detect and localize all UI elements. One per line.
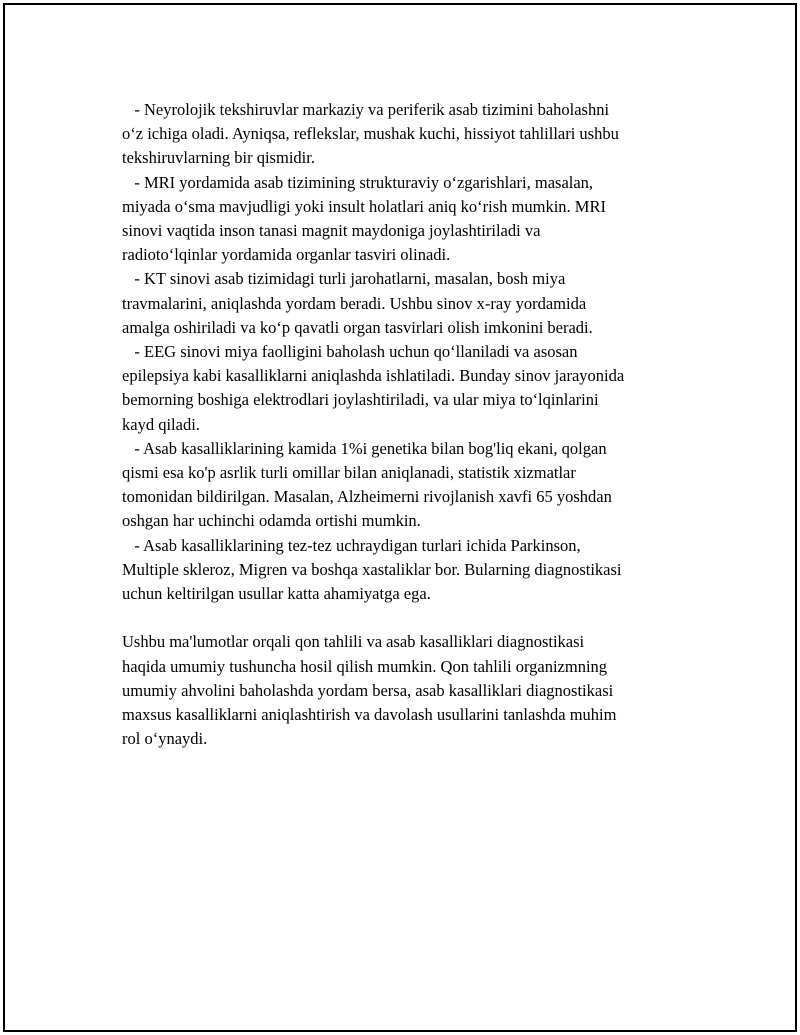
paragraph-neurological-exams	[122, 98, 692, 171]
text-line: Ushbu ma'lumotlar orqali qon tahlili va asab kasalliklari diagnostikasi	[122, 632, 585, 652]
text-line: - KT sinovi asab tizimidagi turli jarohatlarni, masalan, bosh miya	[122, 269, 566, 289]
text-line: kayd qiladi.	[122, 414, 200, 434]
text-line: tomonidan bildirilgan. Masalan, Alzheimerni rivojlanish xavfi 65 yoshdan	[122, 487, 612, 507]
text-line: travmalarini, aniqlashda yordam beradi. Ushbu sinov x-ray yordamida	[122, 293, 587, 313]
text-line: tekshiruvlarning bir qismidir.	[122, 148, 315, 168]
text-line: o‘z ichiga oladi. Ayniqsa, reflekslar, mushak kuchi, hissiyot tahlillari ushbu	[122, 124, 619, 144]
paragraph-ct	[122, 267, 692, 340]
paragraph-mri	[122, 171, 692, 268]
text-line: - Asab kasalliklarining kamida 1%i genetika bilan bog'liq ekani, qolgan	[122, 438, 607, 458]
paragraph-spacer	[122, 606, 692, 630]
text-line: miyada o‘sma mavjudligi yoki insult holatlari aniq ko‘rish mumkin. MRI	[122, 196, 606, 216]
text-line: bemorning boshiga elektrodlari joylashtiriladi, va ular miya to‘lqinlarini	[122, 390, 599, 410]
text-line: sinovi vaqtida inson tanasi magnit maydoniga joylashtiriladi va	[122, 221, 541, 241]
text-line: epilepsiya kabi kasalliklarni aniqlashda ishlatiladi. Bunday sinov jarayonida	[122, 366, 625, 386]
text-line: amalga oshiriladi va ko‘p qavatli organ tasvirlari olish imkonini beradi.	[122, 317, 593, 337]
text-line: maxsus kasalliklarni aniqlashtirish va davolash usullarini tanlashda muhim	[122, 705, 617, 725]
paragraph-common-diseases	[122, 534, 692, 607]
text-line: - EEG sinovi miya faolligini baholash uchun qo‘llaniladi va asosan	[122, 342, 578, 362]
text-line: radioto‘lqinlar yordamida organlar tasviri olinadi.	[122, 245, 451, 265]
text-line: Multiple skleroz, Migren va boshqa xastaliklar bor. Bularning diagnostikasi	[122, 559, 622, 579]
text-line: uchun keltirilgan usullar katta ahamiyatga ega.	[122, 584, 431, 604]
paragraph-conclusion	[122, 630, 692, 751]
text-line: - MRI yordamida asab tizimining strukturaviy o‘zgarishlari, masalan,	[122, 172, 594, 192]
paragraph-genetics	[122, 437, 692, 534]
text-line: oshgan har uchinchi odamda ortishi mumkin.	[122, 511, 421, 531]
document-body	[122, 98, 692, 751]
text-line: qismi esa ko'p asrlik turli omillar bilan aniqlanadi, statistik xizmatlar	[122, 463, 576, 483]
text-line: - Neyrolojik tekshiruvlar markaziy va periferik asab tizimini baholashni	[122, 100, 610, 119]
text-line: haqida umumiy tushuncha hosil qilish mumkin. Qon tahlili organizmning	[122, 656, 608, 676]
text-line: - Asab kasalliklarining tez-tez uchraydigan turlari ichida Parkinson,	[122, 535, 581, 555]
text-line: rol o‘ynaydi.	[122, 729, 208, 749]
text-line: umumiy ahvolini baholashda yordam bersa, asab kasalliklari diagnostikasi	[122, 680, 614, 700]
paragraph-eeg	[122, 340, 692, 437]
page-border	[3, 3, 797, 1032]
